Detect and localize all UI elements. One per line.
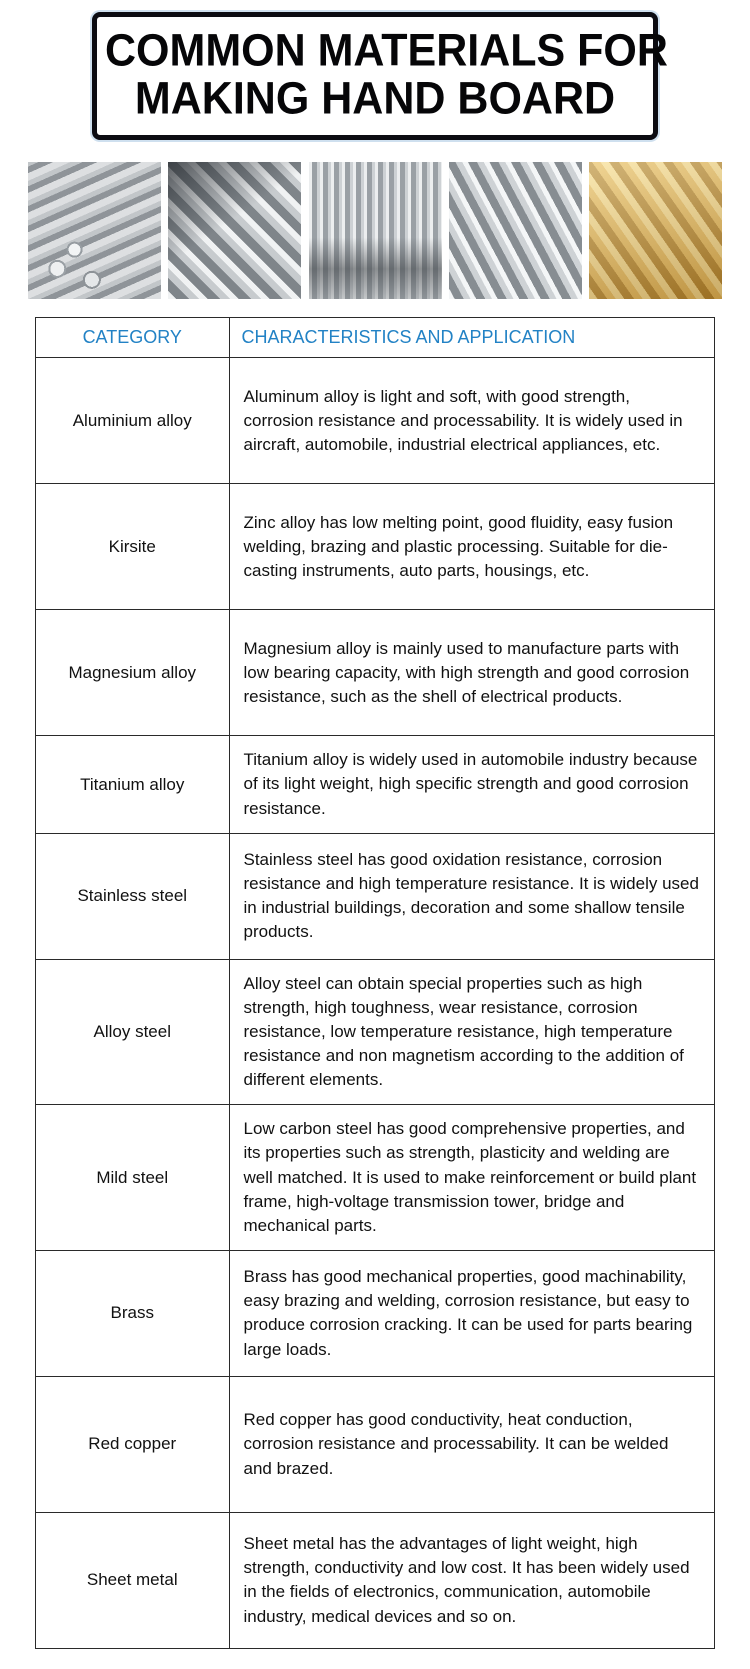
brass-hex-rods-photo xyxy=(589,162,722,299)
page xyxy=(0,12,750,1669)
table-row xyxy=(36,358,715,484)
title-line-1: COMMON MATERIALS FOR xyxy=(105,25,668,77)
table-row xyxy=(36,1250,715,1376)
category-cell: Magnesium alloy xyxy=(36,610,230,736)
title-banner xyxy=(92,12,668,140)
header-category: CATEGORY xyxy=(36,318,230,358)
description-cell: Magnesium alloy is mainly used to manufacture parts with low bearing capacity, with high strength and good corrosion resistance, such as the shell of electrical products. xyxy=(229,610,715,736)
table-row xyxy=(36,610,715,736)
table-row xyxy=(36,1105,715,1251)
description-cell: Low carbon steel has good comprehensive properties, and its properties such as strength, plasticity and welding are well matched. It is used to make reinforcement or build plant frame, high-voltage transmission tower, bridge and mechanical parts. xyxy=(229,1105,715,1251)
description-cell: Alloy steel can obtain special properties such as high strength, high toughness, wear resistance, corrosion resistance, low temperature resistance, high temperature resistance and non magnetism according to the addition of different elements. xyxy=(229,959,715,1105)
category-cell: Titanium alloy xyxy=(36,736,230,833)
table-row xyxy=(36,959,715,1105)
polished-steel-rods-photo xyxy=(449,162,582,299)
description-cell: Brass has good mechanical properties, good machinability, easy brazing and welding, corrosion resistance, but easy to produce corrosion cracking. It can be used for parts bearing large loads. xyxy=(229,1250,715,1376)
category-cell: Red copper xyxy=(36,1376,230,1512)
description-cell: Aluminum alloy is light and soft, with good strength, corrosion resistance and processability. It is widely used in aircraft, automobile, industrial electrical appliances, etc. xyxy=(229,358,715,484)
description-cell: Zinc alloy has low melting point, good fluidity, easy fusion welding, brazing and plastic processing. Suitable for die-casting instruments, auto parts, housings, etc. xyxy=(229,484,715,610)
table-row xyxy=(36,1376,715,1512)
title-line-2: MAKING HAND BOARD xyxy=(134,73,616,125)
table-row xyxy=(36,1512,715,1648)
header-characteristics: CHARACTERISTICS AND APPLICATION xyxy=(229,318,715,358)
steel-rods-pile-photo xyxy=(28,162,161,299)
table-row xyxy=(36,484,715,610)
table-row xyxy=(36,736,715,833)
table-header-row xyxy=(36,318,715,358)
photo-strip xyxy=(28,162,722,299)
description-cell: Titanium alloy is widely used in automobile industry because of its light weight, high specific strength and good corrosion resistance. xyxy=(229,736,715,833)
description-cell: Stainless steel has good oxidation resistance, corrosion resistance and high temperature resistance. It is widely used in industrial buildings, decoration and some shallow tensile products. xyxy=(229,833,715,959)
description-cell: Red copper has good conductivity, heat conduction, corrosion resistance and processability. It can be welded and brazed. xyxy=(229,1376,715,1512)
category-cell: Brass xyxy=(36,1250,230,1376)
category-cell: Alloy steel xyxy=(36,959,230,1105)
materials-table xyxy=(35,317,715,1649)
category-cell: Mild steel xyxy=(36,1105,230,1251)
category-cell: Kirsite xyxy=(36,484,230,610)
description-cell: Sheet metal has the advantages of light weight, high strength, conductivity and low cost. It has been widely used in the fields of electronics, communication, automobile industry, medical devices and so on. xyxy=(229,1512,715,1648)
thin-steel-rods-photo xyxy=(309,162,442,299)
category-cell: Sheet metal xyxy=(36,1512,230,1648)
category-cell: Aluminium alloy xyxy=(36,358,230,484)
category-cell: Stainless steel xyxy=(36,833,230,959)
table-row xyxy=(36,833,715,959)
steel-rod-bundle-photo xyxy=(168,162,301,299)
